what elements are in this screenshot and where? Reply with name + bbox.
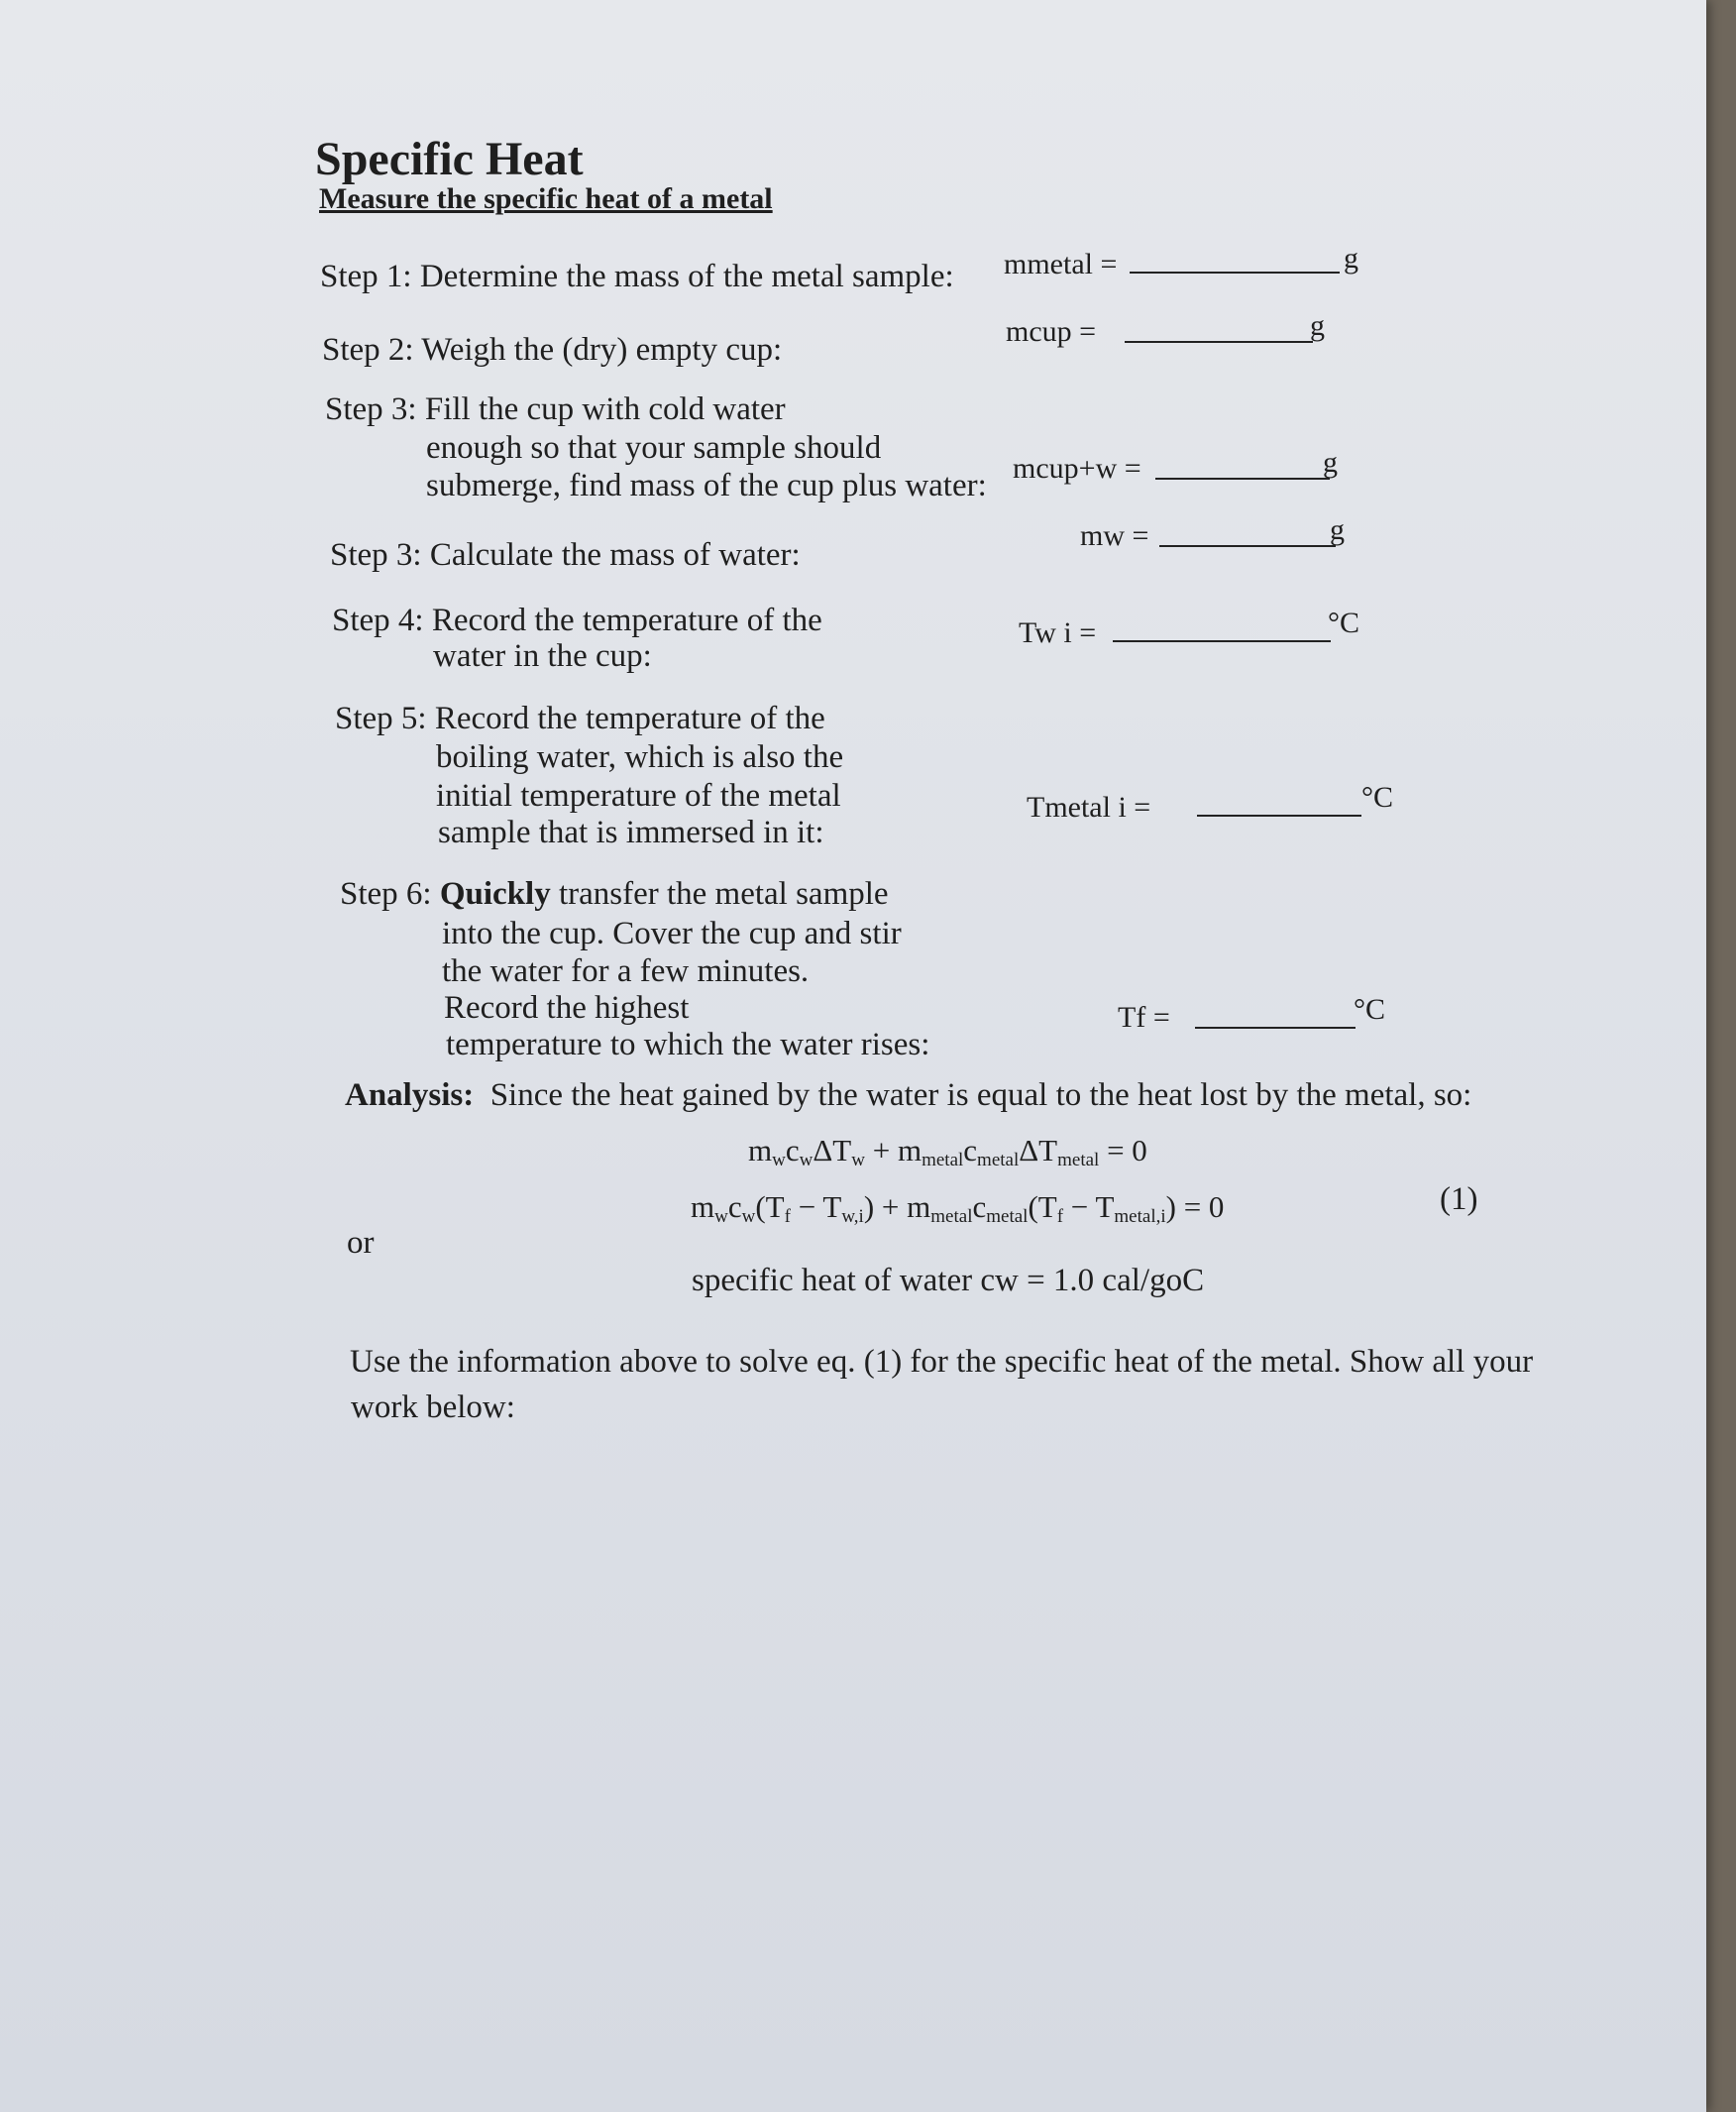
step-6-text-line-1: Step 6: Quickly transfer the metal sample (340, 876, 889, 912)
work-area[interactable] (347, 1447, 1585, 2061)
step-1-unit: g (1344, 242, 1358, 275)
step-4-answer-field[interactable] (1113, 614, 1331, 647)
step-3b-answer-field[interactable] (1159, 519, 1336, 552)
step-5-unit: °C (1361, 781, 1394, 814)
step-2-field-label: mcup = (1006, 315, 1097, 348)
step-2-text: Step 2: Weigh the (dry) empty cup: (322, 332, 783, 368)
step-4-unit: °C (1328, 607, 1360, 639)
step-2-answer-field[interactable] (1125, 315, 1313, 348)
step-5-field-label: Tmetal i = (1027, 791, 1151, 824)
page-subtitle: Measure the specific heat of a metal (319, 182, 773, 215)
step-3-text-line-2: enough so that your sample should (426, 430, 882, 466)
step-6-text-line-2: into the cup. Cover the cup and stir (442, 916, 902, 951)
instruction-line-1: Use the information above to solve eq. (1) for the specific heat of the metal. Show all your (350, 1344, 1534, 1380)
step-4-field-label: Tw i = (1019, 616, 1097, 649)
step-6-text-line-5: temperature to which the water rises: (446, 1027, 930, 1062)
step-5-text-line-1: Step 5: Record the temperature of the (335, 701, 825, 736)
step-3-answer-field[interactable] (1155, 452, 1330, 485)
step-1-answer-field[interactable] (1130, 246, 1340, 278)
equation-number: (1) (1440, 1181, 1478, 1217)
analysis-label: Analysis: (345, 1077, 475, 1113)
step-3b-unit: g (1330, 513, 1345, 546)
equation-heat-balance: $m_wc_w\Delta T_w + m_{metal}c_{metal}\Delta T_{metal} = 0$ (748, 1133, 1147, 1170)
step-5-text-line-3: initial temperature of the metal (436, 778, 841, 814)
analysis-text: Since the heat gained by the water is equal to the heat lost by the metal, so: (489, 1077, 1472, 1113)
step-6-field-label: Tf = (1118, 1001, 1170, 1034)
step-3-text-line-1: Step 3: Fill the cup with cold water (325, 391, 786, 427)
step-3b-field-label: mw = (1080, 519, 1149, 552)
step-1-text: Step 1: Determine the mass of the metal sample: (320, 259, 954, 294)
equation-1: $m_wc_w(T_f - T_{w,i}) + m_{metal}c_{metal}(T_f - T_{metal,i}) = 0$ (691, 1189, 1225, 1227)
step-4-text-line-2: water in the cup: (433, 638, 652, 674)
step-6-text-line-3: the water for a few minutes. (442, 953, 810, 989)
step-3-unit: g (1323, 446, 1338, 479)
step-6-unit: °C (1354, 993, 1386, 1026)
instruction-line-2: work below: (351, 1389, 515, 1425)
step-5-text-line-4: sample that is immersed in it: (438, 815, 824, 850)
step-2-unit: g (1310, 309, 1325, 342)
step-5-answer-field[interactable] (1197, 789, 1361, 822)
or-text: or (347, 1225, 375, 1261)
specific-heat-of-water: specific heat of water cw = 1.0 cal/goC (692, 1263, 1205, 1298)
page-title: Specific Heat (315, 133, 584, 185)
step-1-field-label: mmetal = (1004, 248, 1118, 280)
step-4-text-line-1: Step 4: Record the temperature of the (332, 603, 822, 638)
step-6-text-line-4: Record the highest (444, 990, 690, 1026)
step-6-answer-field[interactable] (1195, 1001, 1356, 1034)
step-3-text-line-3: submerge, find mass of the cup plus water: (426, 468, 987, 503)
analysis-paragraph (345, 1075, 1471, 1115)
step-3b-text: Step 3: Calculate the mass of water: (330, 537, 801, 573)
step-5-text-line-2: boiling water, which is also the (436, 739, 844, 775)
step-3-field-label: mcup+w = (1013, 452, 1141, 485)
